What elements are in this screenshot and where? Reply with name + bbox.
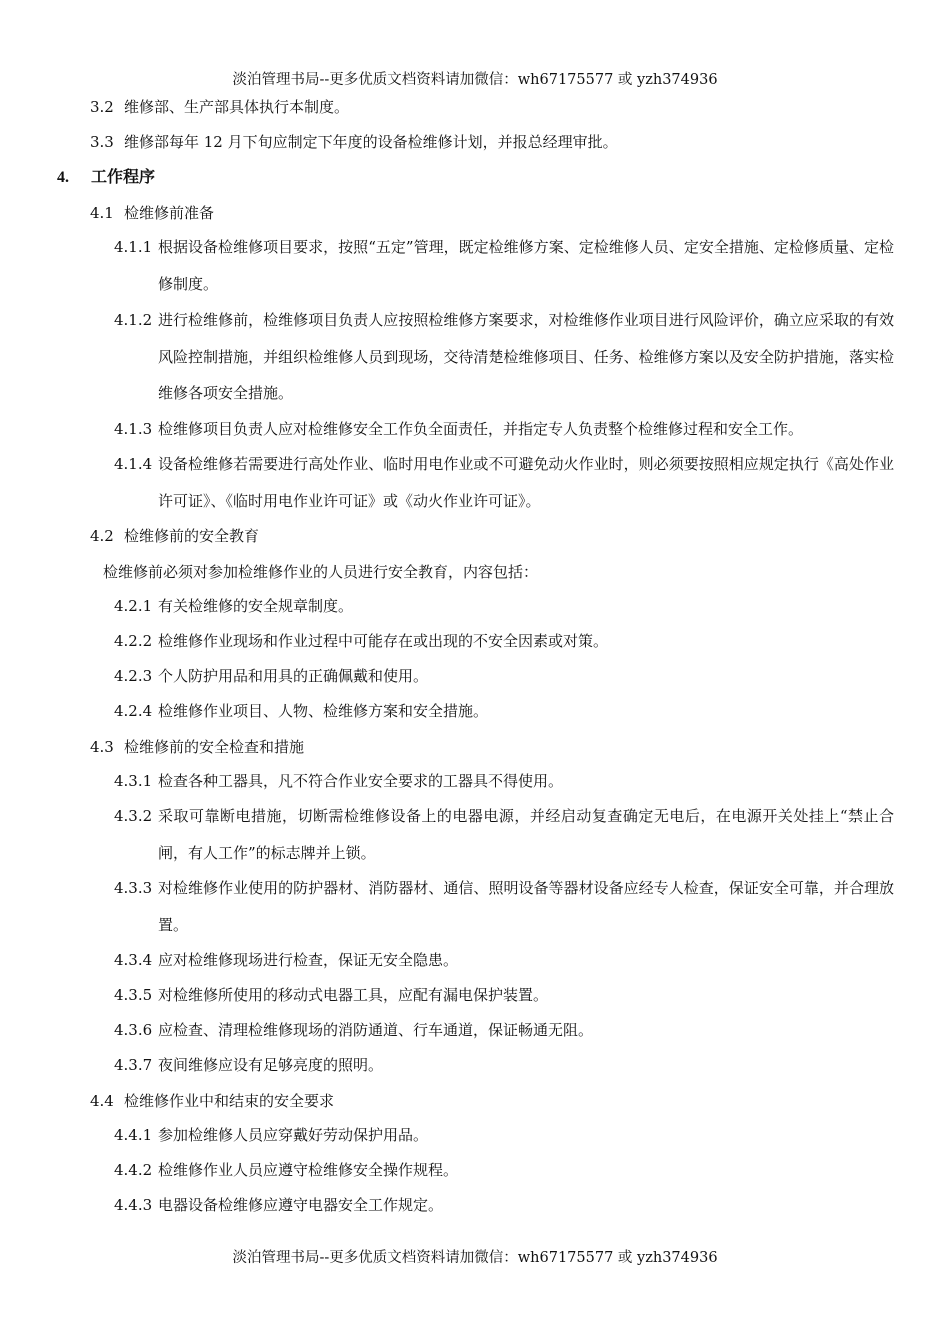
- clause-4-3-7: [114, 1047, 894, 1084]
- subsection-number: 4.1: [90, 204, 114, 222]
- clause-4-2-3: [114, 658, 894, 695]
- clause-4-3-1: [114, 763, 894, 800]
- subsection-title: 检维修前的安全教育: [124, 527, 260, 545]
- subsection-number: 4.3: [90, 738, 114, 756]
- page-footer: 淡泊管理书局--更多优质文档资料请加微信：wh67175577 或 yzh374936: [232, 1250, 718, 1266]
- clause-number: 3.3: [90, 133, 114, 151]
- clause-4-3-3: [114, 870, 894, 943]
- clause-text: 进行检维修前，检维修项目负责人应按照检维修方案要求，对检维修作业项目进行风险评价，确立应采取的有效风险控制措施，并组织检维修人员到现场，交待清楚检维修项目、任务、检维修方案以及安全防护措施，落实检维修各项安全措施。: [158, 311, 894, 402]
- clause-number: 4.2.4: [114, 702, 153, 720]
- clause-number: 4.3.3: [114, 879, 153, 897]
- clause-number: 4.3.4: [114, 951, 153, 969]
- clause-4-3-5: [114, 977, 894, 1014]
- clause-number: 3.2: [90, 98, 114, 116]
- clause-4-3-4: [114, 942, 894, 979]
- clause-text: 维修部每年 12 月下旬应制定下年度的设备检维修计划，并报总经理审批。: [124, 133, 618, 151]
- clause-text: 参加检维修人员应穿戴好劳动保护用品。: [158, 1126, 429, 1144]
- subsection-title: 检维修前准备: [124, 204, 215, 222]
- clause-text: 根据设备检维修项目要求，按照“五定”管理，既定检维修方案、定检维修人员、定安全措施、定检修质量、定检修制度。: [158, 238, 894, 293]
- section-number: 4.: [57, 169, 69, 186]
- subsection-4-1: [90, 203, 214, 223]
- clause-number: 4.2.3: [114, 667, 153, 685]
- section-4-heading: [57, 167, 155, 188]
- page-header: 淡泊管理书局--更多优质文档资料请加微信：wh67175577 或 yzh374936: [232, 72, 718, 88]
- clause-3-2: [90, 97, 349, 117]
- clause-number: 4.1.1: [114, 238, 153, 256]
- clause-4-4-2: [114, 1152, 894, 1189]
- subsection-title: 检维修作业中和结束的安全要求: [124, 1092, 335, 1110]
- clause-text: 检维修作业人员应遵守检维修安全操作规程。: [158, 1161, 459, 1179]
- clause-number: 4.4.2: [114, 1161, 153, 1179]
- clause-4-1-2: [114, 302, 894, 412]
- clause-text: 应对检维修现场进行检查，保证无安全隐患。: [158, 951, 459, 969]
- clause-4-4-1: [114, 1117, 894, 1154]
- clause-number: 4.1.4: [114, 455, 153, 473]
- clause-text: 检查各种工器具，凡不符合作业安全要求的工器具不得使用。: [158, 772, 564, 790]
- clause-text: 电器设备检维修应遵守电器安全工作规定。: [158, 1196, 444, 1214]
- clause-text: 检维修作业现场和作业过程中可能存在或出现的不安全因素或对策。: [158, 632, 609, 650]
- clause-number: 4.3.6: [114, 1021, 153, 1039]
- clause-number: 4.3.7: [114, 1056, 153, 1074]
- clause-number: 4.1.3: [114, 420, 153, 438]
- clause-text: 对检维修所使用的移动式电器工具，应配有漏电保护装置。: [158, 986, 549, 1004]
- clause-number: 4.4.3: [114, 1196, 153, 1214]
- subsection-4-2: [90, 526, 259, 546]
- clause-4-1-3: [114, 411, 894, 448]
- clause-4-3-2: [114, 798, 894, 871]
- clause-text: 采取可靠断电措施，切断需检维修设备上的电器电源，并经启动复查确定无电后，在电源开关处挂上“禁止合闸，有人工作”的标志牌并上锁。: [158, 807, 894, 862]
- clause-text: 检维修作业项目、人物、检维修方案和安全措施。: [158, 702, 489, 720]
- clause-number: 4.1.2: [114, 311, 153, 329]
- subsection-4-3: [90, 737, 304, 757]
- clause-number: 4.4.1: [114, 1126, 153, 1144]
- clause-number: 4.3.2: [114, 807, 153, 825]
- clause-text: 维修部、生产部具体执行本制度。: [124, 98, 350, 116]
- clause-number: 4.3.5: [114, 986, 153, 1004]
- section-title: 工作程序: [91, 167, 156, 186]
- clause-4-1-1: [114, 229, 894, 302]
- clause-text: 夜间维修应设有足够亮度的照明。: [158, 1056, 384, 1074]
- clause-4-4-3: [114, 1187, 894, 1224]
- clause-4-2-2: [114, 623, 894, 660]
- clause-text: 检维修项目负责人应对检维修安全工作负全面责任，并指定专人负责整个检维修过程和安全工作。: [158, 420, 804, 438]
- clause-4-2-1: [114, 588, 894, 625]
- intro-paragraph: 检维修前必须对参加检维修作业的人员进行安全教育，内容包括：: [103, 563, 539, 581]
- clause-4-3-6: [114, 1012, 894, 1049]
- clause-text: 应检查、清理检维修现场的消防通道、行车通道，保证畅通无阻。: [158, 1021, 594, 1039]
- subsection-4-4: [90, 1091, 334, 1111]
- clause-4-1-4: [114, 446, 894, 519]
- clause-text: 有关检维修的安全规章制度。: [158, 597, 354, 615]
- subsection-number: 4.2: [90, 527, 114, 545]
- clause-number: 4.2.1: [114, 597, 153, 615]
- subsection-title: 检维修前的安全检查和措施: [124, 738, 305, 756]
- clause-number: 4.2.2: [114, 632, 153, 650]
- clause-number: 4.3.1: [114, 772, 153, 790]
- clause-text: 对检维修作业使用的防护器材、消防器材、通信、照明设备等器材设备应经专人检查，保证安全可靠，并合理放置。: [158, 879, 894, 934]
- clause-text: 设备检维修若需要进行高处作业、临时用电作业或不可避免动火作业时，则必须要按照相应规定执行《高处作业许可证》、《临时用电作业许可证》或《动火作业许可证》。: [158, 455, 894, 510]
- clause-3-3: [90, 132, 618, 152]
- subsection-number: 4.4: [90, 1092, 114, 1110]
- clause-4-2-4: [114, 693, 894, 730]
- clause-text: 个人防护用品和用具的正确佩戴和使用。: [158, 667, 429, 685]
